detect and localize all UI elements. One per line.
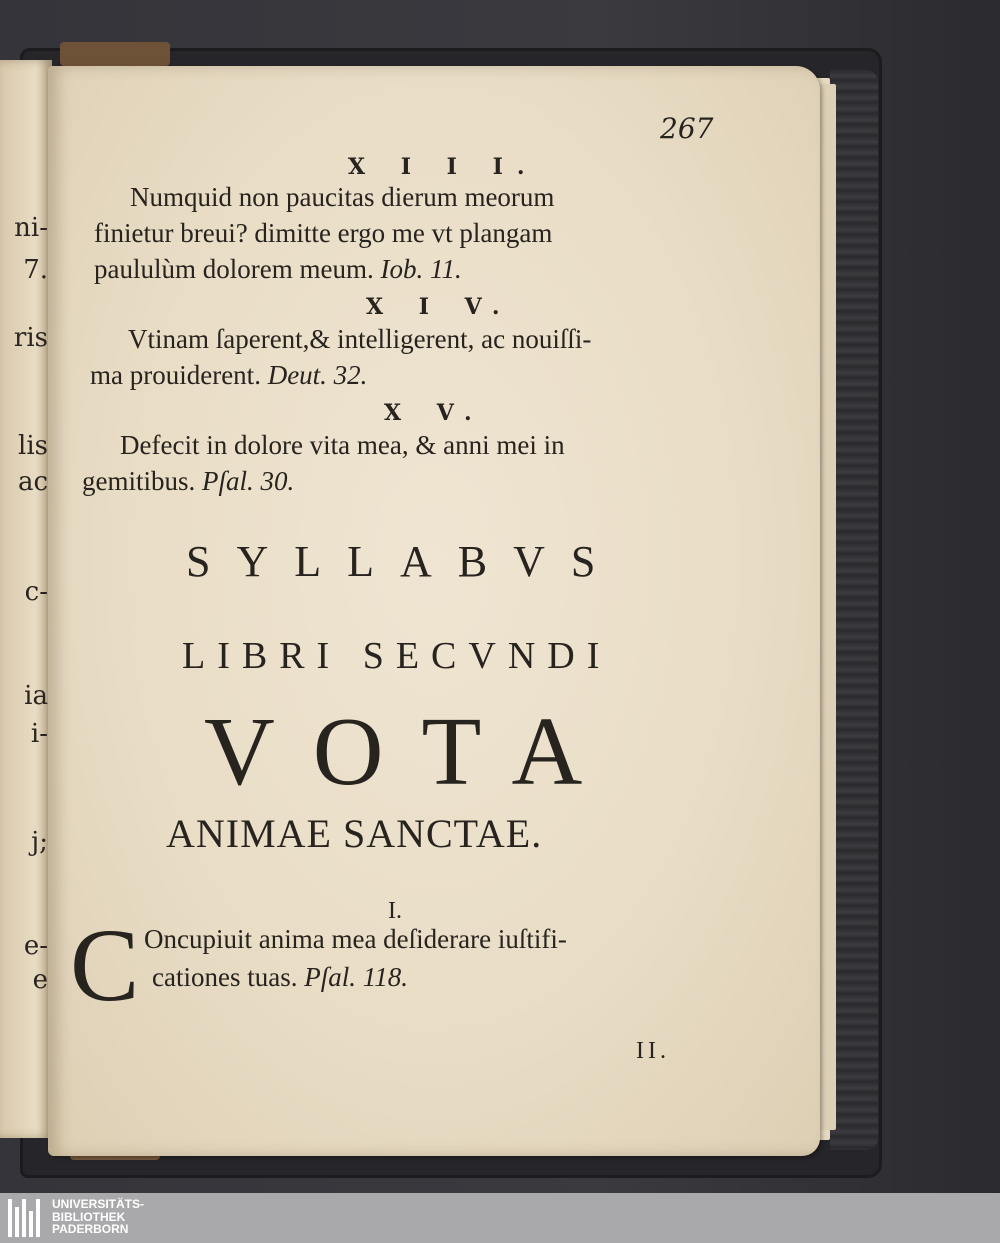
- left-page: [0, 60, 52, 1138]
- drop-capital: C: [70, 908, 140, 1023]
- verse-numeral: I.: [388, 898, 402, 924]
- left-fragment: e: [32, 966, 48, 994]
- page-number: 267: [660, 112, 714, 145]
- library-logo-text: [52, 1198, 144, 1236]
- section-numeral: X V.: [384, 400, 486, 426]
- left-fragment: j;: [31, 828, 48, 856]
- left-fragment: ni-: [14, 214, 48, 242]
- title-vota: VOTA: [204, 698, 621, 806]
- logo-line: PADERBORN: [52, 1222, 129, 1236]
- text-line: [152, 962, 408, 993]
- section-numeral: X I V.: [366, 294, 514, 320]
- left-fragment: 7.: [23, 256, 48, 284]
- text-line: Oncupiuit anima mea deſiderare iuſtifi-: [144, 924, 567, 954]
- text-line: [82, 466, 294, 497]
- scripture-reference: Pſal. 30.: [202, 466, 295, 496]
- left-fragment: ris: [13, 324, 48, 352]
- section-numeral: X I I I.: [348, 154, 539, 180]
- cover-edge: [830, 70, 878, 1150]
- left-fragment: e-: [23, 932, 48, 960]
- left-fragment: ia: [24, 682, 48, 710]
- text-line-body: cationes tuas.: [152, 962, 298, 992]
- text-line: [94, 254, 462, 285]
- spine-strap-top: [60, 42, 170, 66]
- left-fragment: c-: [24, 578, 48, 606]
- text-line: finietur breui? dimitte ergo me vt plangam: [94, 218, 553, 248]
- text-line: Defecit in dolore vita mea, & anni mei in: [120, 430, 565, 460]
- text-line: Numquid non paucitas dierum meorum: [130, 182, 555, 212]
- left-fragment: i-: [30, 720, 48, 748]
- text-line: Vtinam ſaperent,& intelligerent, ac nouiſſi-: [128, 324, 592, 354]
- logo-line: BIBLIOTHEK: [52, 1209, 126, 1224]
- scripture-reference: Iob. 11.: [380, 254, 462, 284]
- footer-bar: [0, 1193, 1000, 1243]
- text-line-body: gemitibus.: [82, 466, 196, 496]
- library-logo-icon: [8, 1199, 48, 1237]
- scripture-reference: Deut. 32.: [267, 360, 368, 390]
- left-fragment: lis: [18, 432, 48, 460]
- title-animae: ANIMAE SANCTAE.: [166, 811, 543, 856]
- title-libri: LIBRI SECVNDI: [182, 635, 612, 677]
- text-line: [90, 360, 367, 391]
- text-line-body: paululùm dolorem meum.: [94, 254, 374, 284]
- title-syllabus: SYLLABVS: [186, 537, 622, 586]
- left-fragment: ac: [17, 468, 48, 496]
- right-page: [48, 66, 820, 1156]
- scripture-reference: Pſal. 118.: [304, 962, 408, 992]
- text-line-body: ma prouiderent.: [90, 360, 261, 390]
- catchword: II.: [636, 1038, 670, 1064]
- logo-line: UNIVERSITÄTS-: [52, 1197, 145, 1211]
